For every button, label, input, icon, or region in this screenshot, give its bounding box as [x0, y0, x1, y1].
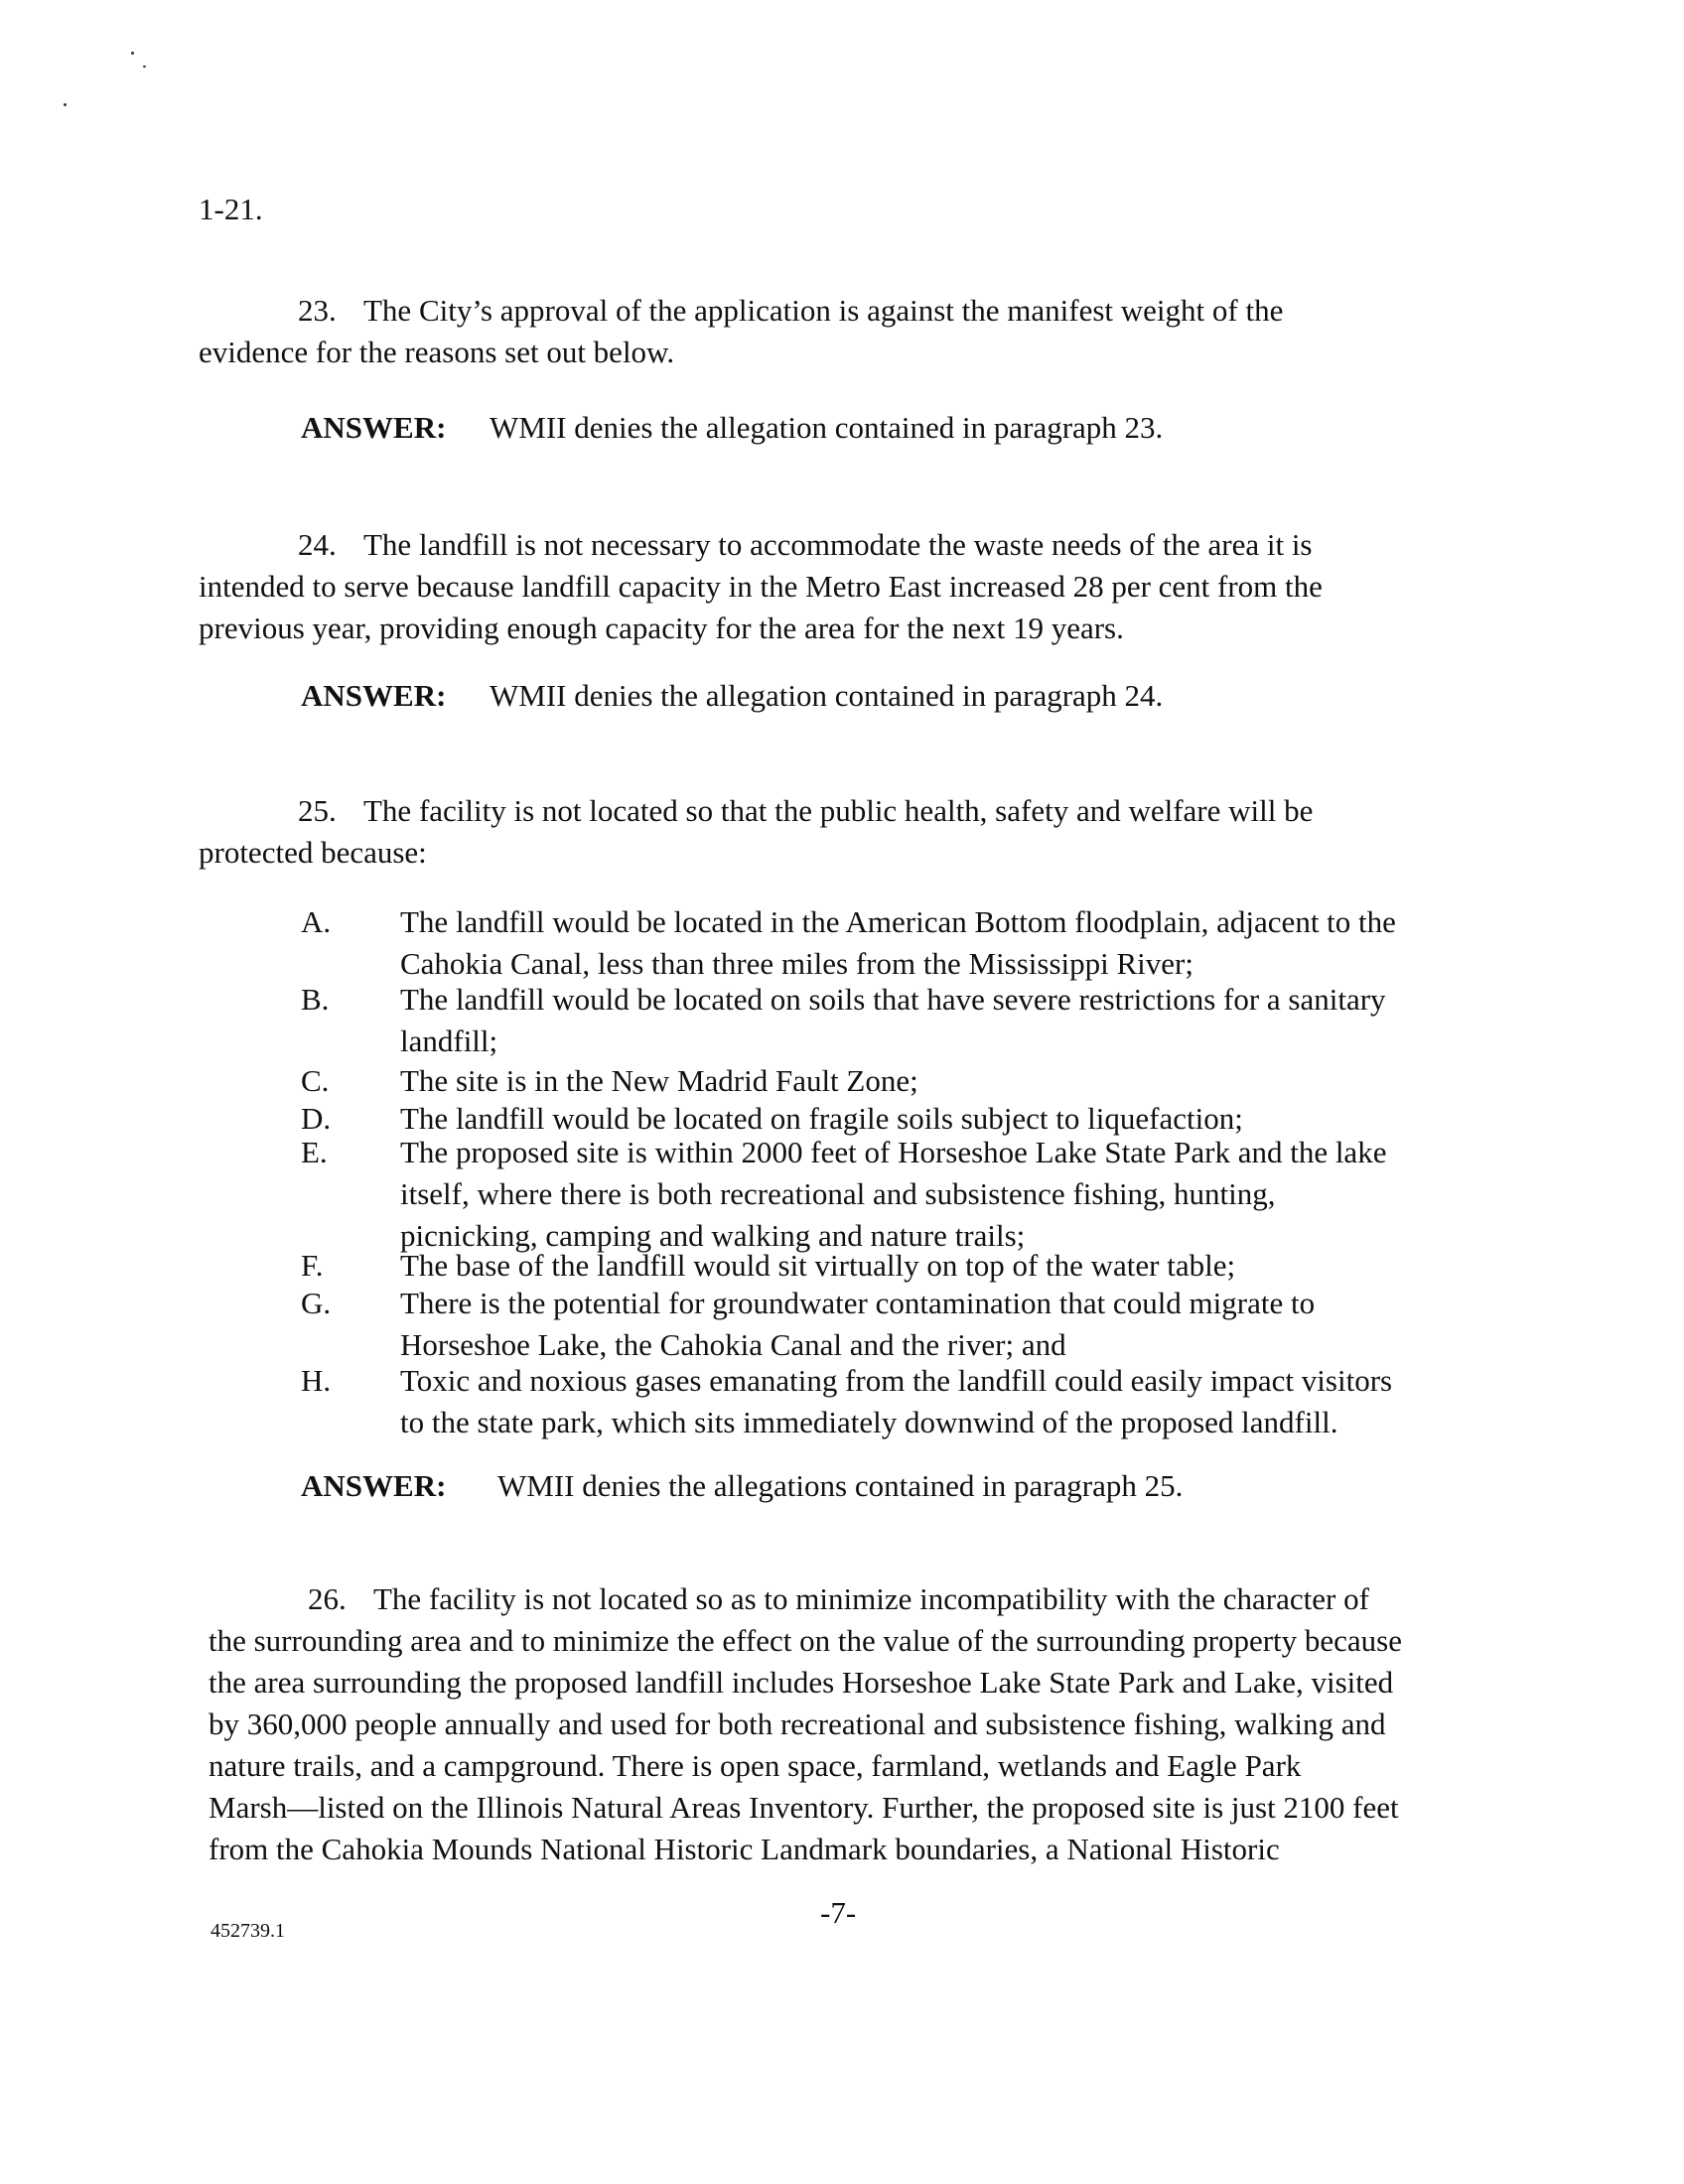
answer-label: ANSWER: — [301, 678, 447, 713]
answer-24 — [301, 675, 1163, 717]
item-letter: F. — [301, 1248, 324, 1283]
item-letter: D. — [301, 1101, 332, 1136]
paragraph-line: previous year, providing enough capacity for the area for the next 19 years. — [199, 611, 1124, 645]
item-line: itself, where there is both recreational and subsistence fishing, hunting, — [400, 1176, 1276, 1211]
paragraph-number: 24. — [298, 527, 337, 562]
paragraph-26 — [209, 1578, 1402, 1870]
paragraph-number: 26. — [308, 1581, 347, 1616]
paragraph-line: 23. The City’s approval of the application is against the manifest weight of the — [199, 290, 1283, 332]
answer-text: WMII denies the allegation contained in paragraph 24. — [490, 678, 1164, 713]
paragraph-line: 26. The facility is not located so as to minimize incompatibility with the character of — [209, 1578, 1402, 1620]
paragraph-line: the area surrounding the proposed landfill includes Horseshoe Lake State Park and Lake, visited — [209, 1665, 1394, 1700]
paragraph-line: Marsh—listed on the Illinois Natural Areas Inventory. Further, the proposed site is just 2100 feet — [209, 1790, 1399, 1825]
paragraph-line: 24. The landfill is not necessary to accommodate the waste needs of the area it is — [199, 524, 1323, 566]
item-line: There is the potential for groundwater contamination that could migrate to — [400, 1286, 1316, 1320]
paragraph-line: from the Cahokia Mounds National Historic Landmark boundaries, a National Historic — [209, 1832, 1280, 1866]
page-number: -7- — [820, 1895, 857, 1930]
item-line: The proposed site is within 2000 feet of Horseshoe Lake State Park and the lake — [400, 1135, 1387, 1169]
item-letter: G. — [301, 1286, 332, 1320]
item-line: Toxic and noxious gases emanating from the landfill could easily impact visitors — [400, 1363, 1393, 1398]
paragraph-line: by 360,000 people annually and used for both recreational and subsistence fishing, walking and — [209, 1706, 1386, 1741]
paragraph-25 — [199, 790, 1313, 874]
scan-speck — [131, 52, 134, 55]
item-line: The landfill would be located in the American Bottom floodplain, adjacent to the — [400, 904, 1396, 939]
answer-label: ANSWER: — [301, 1468, 447, 1503]
paragraph-line: nature trails, and a campground. There is open space, farmland, wetlands and Eagle Park — [209, 1748, 1302, 1783]
item-letter: B. — [301, 982, 330, 1017]
item-line: The base of the landfill would sit virtually on top of the water table; — [400, 1248, 1236, 1283]
header-reference: 1-21. — [199, 192, 263, 226]
answer-label: ANSWER: — [301, 410, 447, 445]
paragraph-23 — [199, 290, 1283, 373]
item-letter: H. — [301, 1363, 332, 1398]
paragraph-number: 23. — [298, 293, 337, 328]
paragraph-line: evidence for the reasons set out below. — [199, 335, 675, 369]
answer-25 — [301, 1465, 1183, 1507]
item-line: picnicking, camping and walking and nature trails; — [400, 1218, 1026, 1253]
scan-speck — [64, 103, 67, 106]
answer-text: WMII denies the allegation contained in paragraph 23. — [490, 410, 1164, 445]
answer-text: WMII denies the allegations contained in paragraph 25. — [497, 1468, 1184, 1503]
item-line: Cahokia Canal, less than three miles from the Mississippi River; — [400, 946, 1193, 981]
answer-23 — [301, 407, 1163, 449]
item-line: landfill; — [400, 1024, 498, 1058]
item-letter: E. — [301, 1135, 328, 1169]
paragraph-line: the surrounding area and to minimize the effect on the value of the surrounding property because — [209, 1623, 1402, 1658]
item-letter: A. — [301, 904, 332, 939]
paragraph-line: 25. The facility is not located so that the public health, safety and welfare will be — [199, 790, 1313, 832]
item-line: The site is in the New Madrid Fault Zone; — [400, 1063, 918, 1098]
paragraph-line: protected because: — [199, 835, 427, 870]
paragraph-number: 25. — [298, 793, 337, 828]
item-line: Horseshoe Lake, the Cahokia Canal and the river; and — [400, 1327, 1066, 1362]
item-line: The landfill would be located on soils that have severe restrictions for a sanitary — [400, 982, 1386, 1017]
item-line: The landfill would be located on fragile soils subject to liquefaction; — [400, 1101, 1243, 1136]
document-id: 452739.1 — [210, 1920, 285, 1942]
paragraph-line: intended to serve because landfill capacity in the Metro East increased 28 per cent from the — [199, 569, 1323, 604]
item-letter: C. — [301, 1063, 330, 1098]
paragraph-24 — [199, 524, 1323, 649]
scan-speck — [143, 66, 146, 68]
item-line: to the state park, which sits immediately downwind of the proposed landfill. — [400, 1405, 1338, 1439]
